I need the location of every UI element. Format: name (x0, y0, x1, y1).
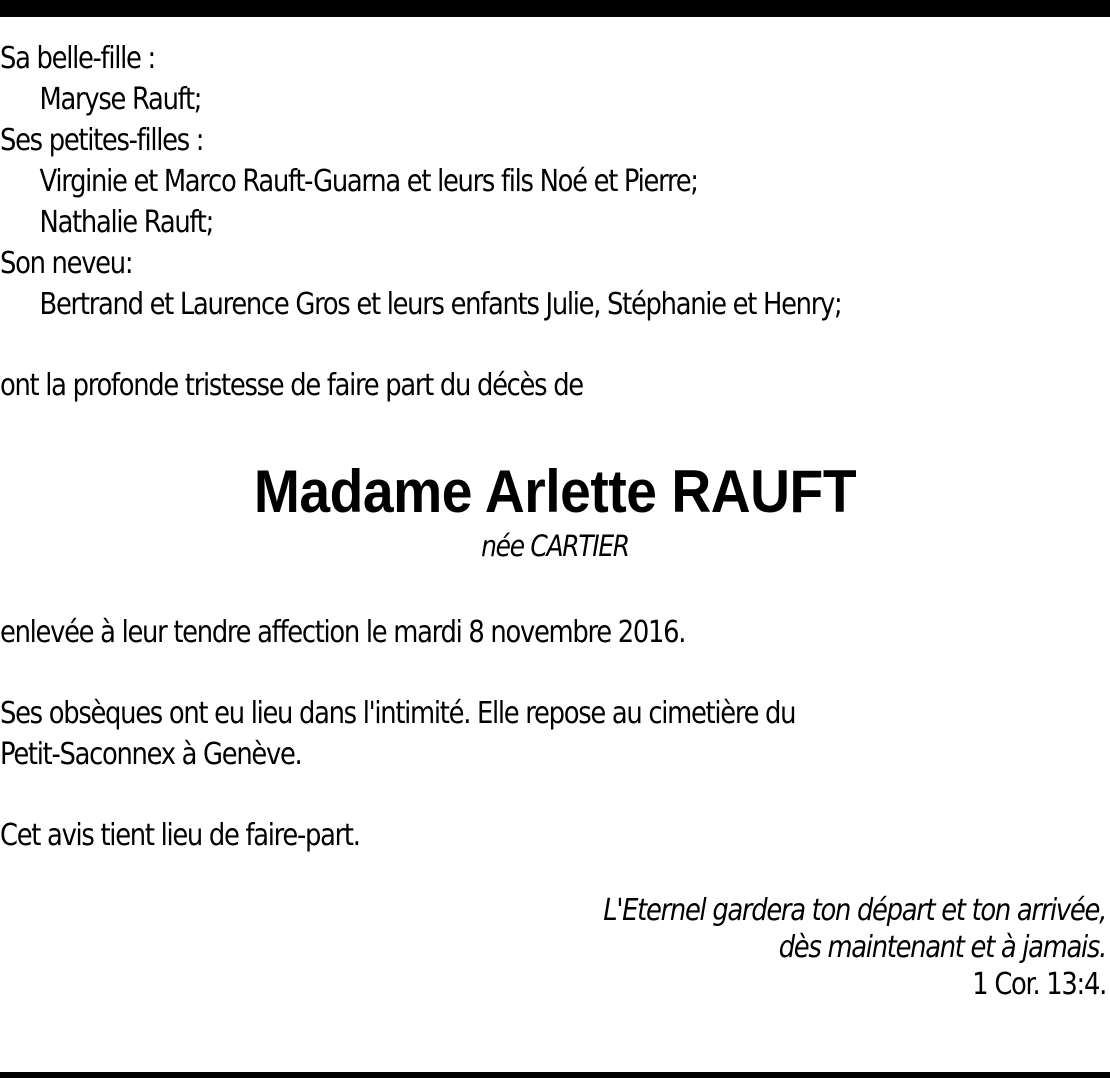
family-role-petites-filles: Ses petites-filles : (0, 123, 204, 158)
family-member: Virginie et Marco Rauft-Guarna et leurs fils Noé et Pierre; (39, 164, 698, 199)
family-member: Maryse Rauft; (39, 82, 202, 117)
death-date-text: enlevée à leur tendre affection le mardi 8 novembre 2016. (0, 615, 686, 650)
bible-verse (0, 892, 1110, 1003)
death-notice (0, 38, 1110, 1003)
family-member: Bertrand et Laurence Gros et leurs enfants Julie, Stéphanie et Henry; (39, 287, 842, 322)
maiden-name: née CARTIER (481, 529, 629, 563)
family-role-neveu: Son neveu: (0, 246, 133, 281)
bottom-rule (0, 1072, 1110, 1078)
verse-reference: 1 Cor. 13:4. (972, 967, 1106, 1002)
announcement-text: ont la profonde tristesse de faire part du décès de (0, 368, 583, 403)
deceased-block (0, 458, 1110, 566)
verse-line2: dès maintenant et à jamais. (778, 930, 1106, 965)
family-role-belle-fille: Sa belle-fille : (0, 41, 155, 76)
notice-text: Cet avis tient lieu de faire-part. (0, 818, 360, 853)
top-rule (0, 0, 1110, 17)
family-member: Nathalie Rauft; (39, 205, 213, 240)
deceased-name: Madame Arlette RAUFT (253, 458, 857, 525)
funeral-text-line2: Petit-Saconnex à Genève. (0, 737, 302, 772)
verse-line1: L'Eternel gardera ton départ et ton arrivée, (603, 893, 1106, 928)
funeral-text-line1: Ses obsèques ont eu lieu dans l'intimité. Elle repose au cimetière du (0, 696, 796, 731)
